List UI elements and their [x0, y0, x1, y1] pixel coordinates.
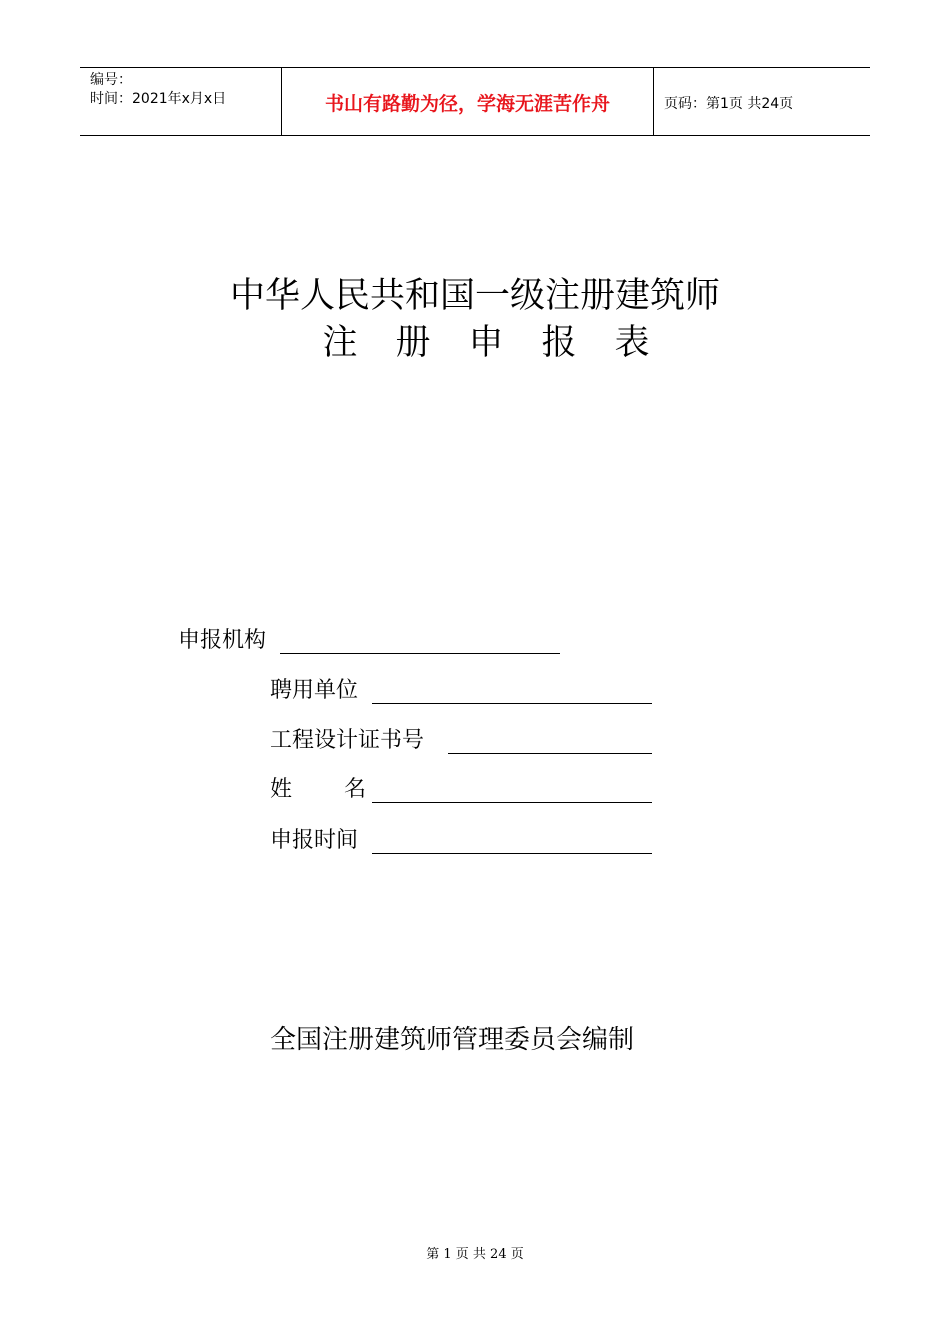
employer-label: 聘用单位 — [270, 678, 359, 703]
document-title: 中华人民共和国一级注册建筑师 — [229, 276, 720, 316]
name-label-second: 名 — [344, 777, 367, 802]
applicant-org-label: 申报机构 — [178, 628, 267, 653]
name-label — [270, 775, 366, 805]
design-cert-field — [270, 726, 652, 760]
name-field — [270, 775, 652, 809]
design-cert-label: 工程设计证书号 — [270, 728, 425, 753]
subtitle-char: 申 — [468, 323, 504, 363]
serial-number-label: 编号： — [90, 72, 132, 88]
motto-text: 书山有路勤为径，学海无涯苦作舟 — [324, 93, 610, 115]
date-label: 时间：2021年x月x日 — [90, 91, 227, 107]
employer-blank[interactable] — [372, 703, 652, 704]
application-date-label: 申报时间 — [270, 828, 359, 853]
name-label-first: 姓 — [270, 777, 293, 802]
applicant-org-blank[interactable] — [280, 653, 560, 654]
subtitle-char: 表 — [614, 323, 650, 363]
page-code-label: 页码：第1页 共24页 — [664, 96, 794, 112]
application-date-blank[interactable] — [372, 853, 652, 854]
document-header — [80, 67, 870, 136]
applicant-org-field — [178, 626, 560, 660]
subtitle-char: 报 — [541, 323, 577, 363]
name-blank[interactable] — [372, 802, 652, 803]
subtitle-char: 册 — [395, 323, 431, 363]
application-date-field — [270, 826, 652, 860]
design-cert-blank[interactable] — [448, 753, 652, 754]
subtitle-char: 注 — [322, 323, 358, 363]
compiler-text: 全国注册建筑师管理委员会编制 — [270, 1025, 635, 1055]
header-right-cell — [654, 68, 870, 135]
document-subtitle — [0, 321, 950, 365]
header-middle-cell — [281, 68, 654, 135]
header-left-cell — [80, 68, 281, 135]
page-footer: 第 1 页 共 24 页 — [426, 1247, 524, 1262]
employer-field — [270, 676, 652, 710]
